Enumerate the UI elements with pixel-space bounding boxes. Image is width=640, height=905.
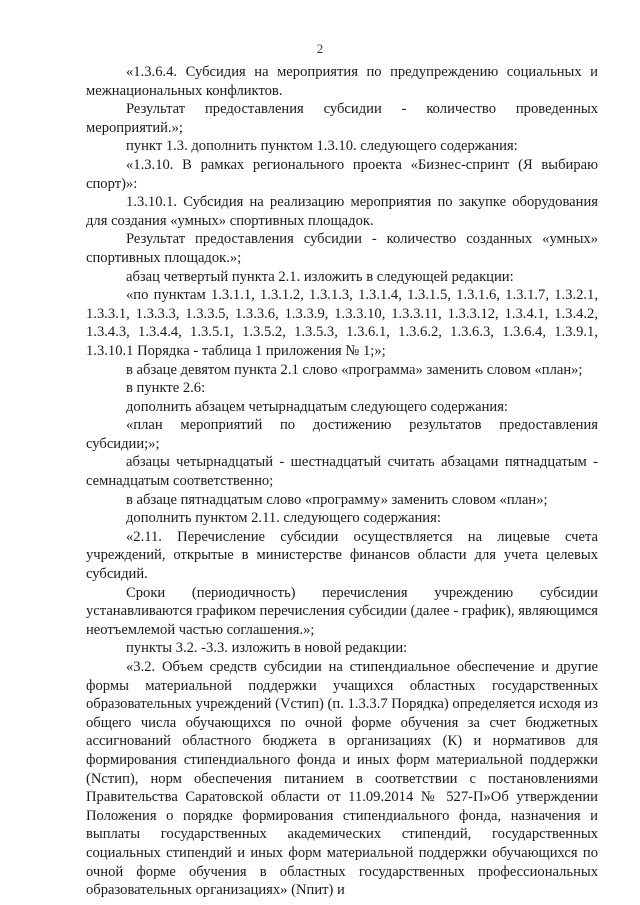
- page-number: 2: [316, 41, 324, 56]
- paragraph-11: дополнить абзацем четырнадцатым следующего содержания:: [126, 398, 508, 415]
- paragraph-1: «1.3.6.4. Субсидия на мероприятия по предупреждению социальных и межнациональных конфликтов.: [86, 64, 598, 99]
- paragraph-10: в пункте 2.6:: [126, 380, 206, 397]
- paragraph-12: «план мероприятий по достижению результатов предоставления субсидии;»;: [86, 417, 598, 452]
- document-body: [86, 63, 598, 900]
- paragraph-5: 1.3.10.1. Субсидия на реализацию мероприятия по закупке оборудования для создания «умных» спортивных площадок.: [86, 194, 598, 229]
- paragraph-9: в абзаце девятом пункта 2.1 слово «программа» заменить словом «план»;: [126, 361, 583, 378]
- paragraph-3: пункт 1.3. дополнить пунктом 1.3.10. следующего содержания:: [126, 138, 518, 155]
- paragraph-8: «по пунктам 1.3.1.1, 1.3.1.2, 1.3.1.3, 1.3.1.4, 1.3.1.5, 1.3.1.6, 1.3.1.7, 1.3.2.1, 1.3.3.1, 1.3.3.3, 1.3.3.5, 1.3.3.6, 1.3.3.9, 1.3.3.10, 1.3.3.11, 1.3.3.12, 1.3.4.1, 1.3.4.2, 1.3.4.3, 1.3.4.4, 1.3.5.1, 1.3.5.2, 1.3.5.3, 1.3.6.1, 1.3.6.2, 1.3.6.3, 1.3.6.4, 1.3.9.1, 1.3.10.1 Порядка - таблица 1 приложения № 1;»;: [86, 287, 598, 359]
- paragraph-19: «3.2. Объем средств субсидии на стипендиальное обеспечение и другие формы материальной поддержки учащихся областных государственных образовательных учреждений (Vстип) (п. 1.3.3.7 Порядка) определяется исходя из общего числа обучающихся по очной форме обучения за счет бюджетных ассигнований областного бюджета в организациях (К) и нормативов для формирования стипендиального фонда и иных форм материальной поддержки (Nстип), норм обеспечения питанием в соответствии с постановлениями Правительства Саратовской области от 11.09.2014 № 527-П»Об утверждении Положения о порядке формирования стипендиального фонда, назначения и выплаты государственных академических стипендий, государственных социальных стипендий и иных форм материальной поддержки обучающихся по очной форме обучения в областных государственных профессиональных образовательных организациях» (Nпит) и: [86, 659, 598, 899]
- paragraph-2: Результат предоставления субсидии - количество проведенных мероприятий.»;: [86, 101, 598, 136]
- paragraph-4: «1.3.10. В рамках регионального проекта «Бизнес-спринт (Я выбираю спорт)»:: [86, 156, 598, 192]
- paragraph-16: «2.11. Перечисление субсидии осуществляется на лицевые счета учреждений, открытые в министерстве финансов области для учета целевых субсидий.: [86, 528, 598, 583]
- paragraph-14: в абзаце пятнадцатым слово «программу» заменить словом «план»;: [126, 491, 548, 508]
- paragraph-7: абзац четвертый пункта 2.1. изложить в следующей редакции:: [126, 268, 514, 285]
- paragraph-6: Результат предоставления субсидии - количество созданных «умных» спортивных площадок.»;: [86, 231, 598, 266]
- paragraph-18: пункты 3.2. -3.3. изложить в новой редакции:: [126, 640, 408, 657]
- paragraph-15: дополнить пунктом 2.11. следующего содержания:: [126, 510, 441, 527]
- paragraph-13: абзацы четырнадцатый - шестнадцатый считать абзацами пятнадцатым - семнадцатым соответственно;: [86, 454, 598, 490]
- paragraph-17: Сроки (периодичность) перечисления учреждению субсидии устанавливаются графиком перечисления субсидии (далее - график), являющимся неотъемлемой частью соглашения.»;: [86, 584, 598, 638]
